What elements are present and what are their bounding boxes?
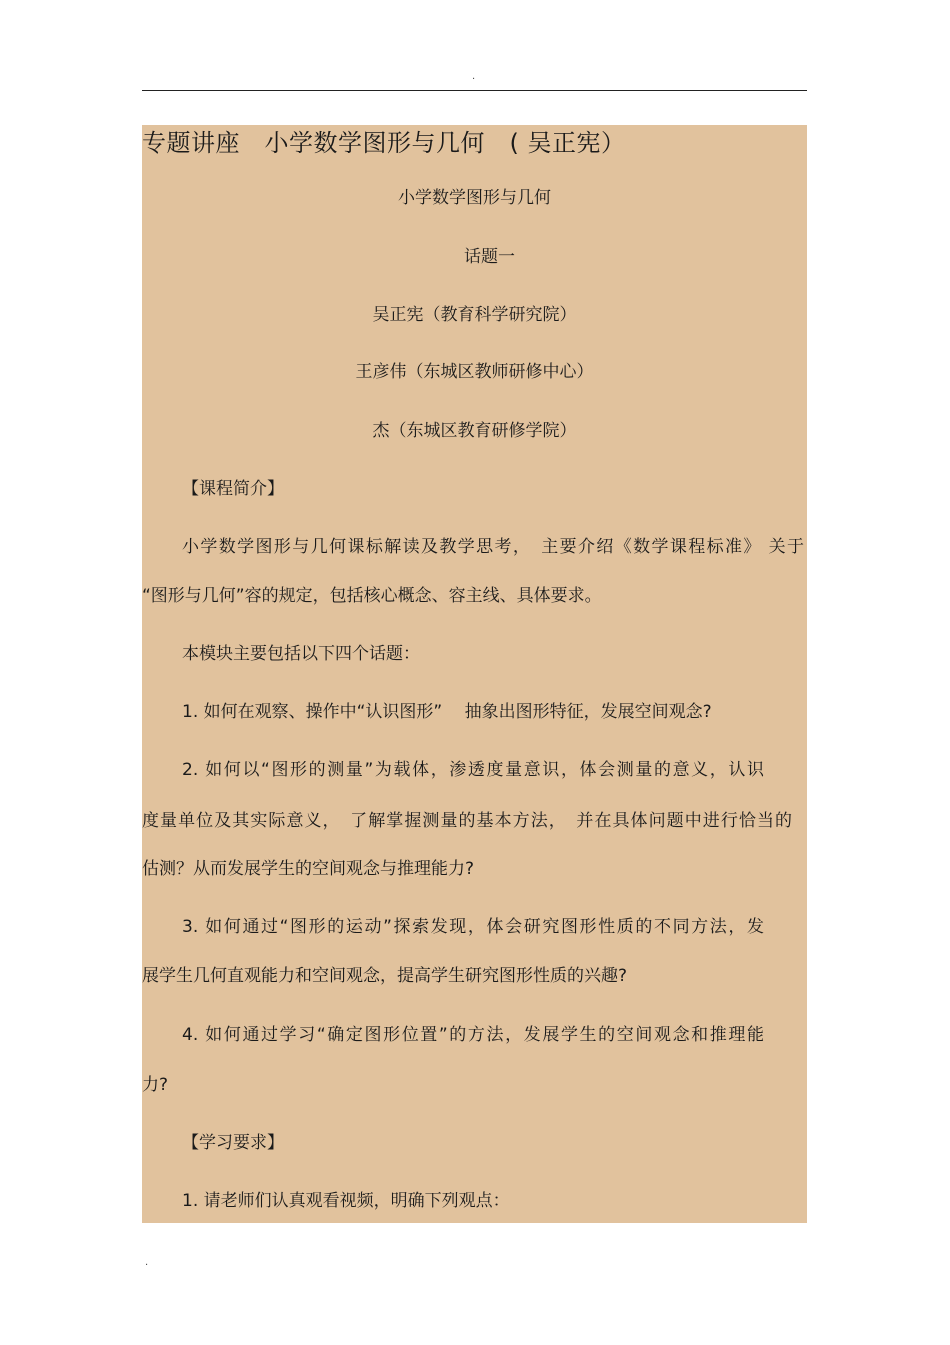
- header-mark: .: [472, 71, 476, 82]
- study-heading: 【学习要求】: [182, 1133, 284, 1153]
- topic-item-3-cont: 展学生几何直观能力和空间观念，提高学生研究图形性质的兴趣?: [142, 966, 628, 986]
- author-line: 吴正宪（教育科学研究院）: [372, 305, 577, 325]
- document-panel: [142, 125, 807, 1223]
- author-line: 杰（东城区教育研修学院）: [372, 421, 577, 441]
- study-item-1: 1. 请老师们认真观看视频，明确下列观点：: [182, 1191, 510, 1211]
- course-intro-line: “图形与几何”容的规定，包括核心概念、容主线、具体要求。: [142, 586, 602, 606]
- course-intro-line: 小学数学图形与几何课标解读及教学思考， 主要介绍《数学课程标准》 关于: [182, 537, 804, 557]
- course-intro-heading: 【课程简介】: [182, 479, 284, 499]
- topic-item-4: 4. 如何通过学习“确定图形位置”的方法，发展学生的空间观念和推理能: [182, 1025, 764, 1045]
- footer-mark: .: [145, 1257, 149, 1268]
- document-title: 专题讲座 小学数学图形与几何 ( 吴正宪）: [142, 129, 626, 157]
- author-line: 王彦伟（东城区教师研修中心）: [355, 362, 594, 382]
- topic-item-3: 3. 如何通过“图形的运动”探索发现，体会研究图形性质的不同方法，发: [182, 917, 764, 937]
- module-intro: 本模块主要包括以下四个话题：: [182, 644, 420, 664]
- topic-item-2-cont: 度量单位及其实际意义， 了解掌握测量的基本方法， 并在具体问题中进行恰当的: [142, 811, 792, 831]
- topic-item-2: 2. 如何以“图形的测量”为载体，渗透度量意识，体会测量的意义，认识: [182, 760, 764, 780]
- document-subtitle: 小学数学图形与几何: [398, 188, 551, 208]
- topic-item-1: 1. 如何在观察、操作中“认识图形” 抽象出图形特征，发展空间观念?: [182, 702, 712, 722]
- topic-label: 话题一: [464, 247, 515, 267]
- topic-item-4-cont: 力?: [142, 1075, 169, 1095]
- topic-item-2-cont: 估测？从而发展学生的空间观念与推理能力?: [142, 859, 475, 879]
- header-rule: [142, 90, 807, 91]
